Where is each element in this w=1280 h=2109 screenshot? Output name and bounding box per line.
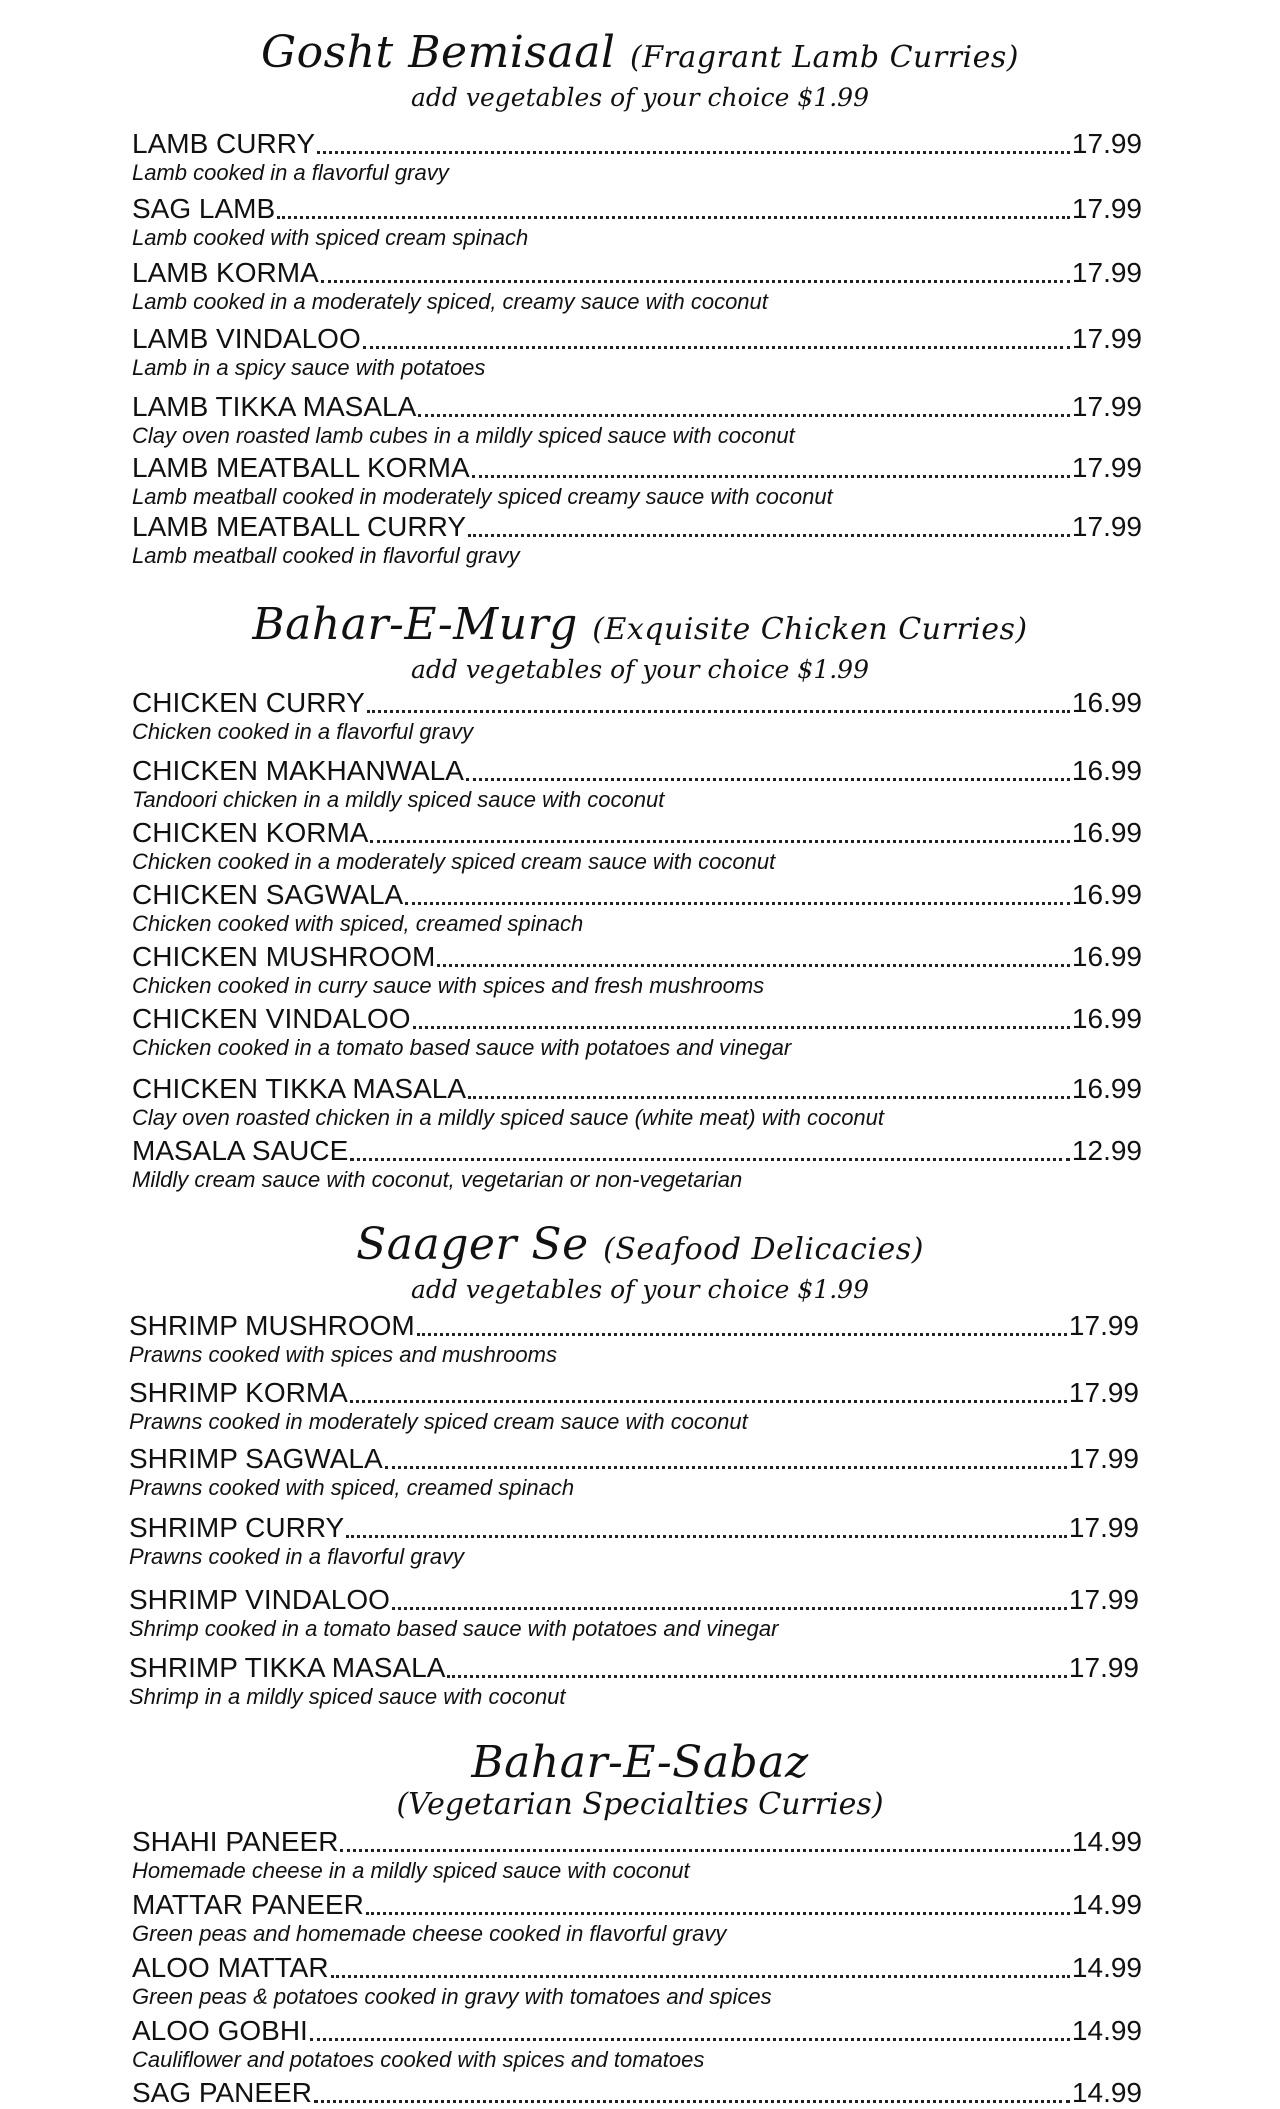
item-name: MASALA SAUCE [132, 1135, 349, 1166]
item-description: Lamb in a spicy sauce with potatoes [132, 355, 486, 380]
item-description: Lamb meatball cooked in moderately spiced creamy sauce with coconut [132, 484, 833, 509]
item-description: Lamb meatball cooked in flavorful gravy [132, 543, 520, 568]
item-description: Chicken cooked with spiced, creamed spinach [132, 911, 584, 936]
item-description: Chicken cooked in a moderately spiced cream sauce with coconut [132, 849, 776, 874]
dot-leader [317, 151, 1070, 154]
menu-item-aloo-mattar [132, 1952, 1142, 2010]
section-note: add vegetables of your choice $1.99 [411, 655, 869, 684]
item-price: 17.99 [1068, 1443, 1139, 1474]
dot-leader [418, 414, 1070, 417]
dot-leader [346, 1535, 1067, 1538]
dot-leader [466, 778, 1070, 781]
menu-item-chicken-tikka-masala [132, 1073, 1142, 1131]
dot-leader [363, 346, 1070, 349]
section-title [0, 1220, 1280, 1275]
menu-item-shahi-paneer [132, 1826, 1142, 1884]
item-name: SHRIMP SAGWALA [129, 1443, 383, 1474]
item-name: CHICKEN TIKKA MASALA [132, 1073, 467, 1104]
item-description: Shrimp in a mildly spiced sauce with coconut [129, 1684, 566, 1709]
section-note: add vegetables of your choice $1.99 [411, 83, 869, 112]
item-description: Chicken cooked in curry sauce with spices and fresh mushrooms [132, 973, 765, 998]
item-description: Green peas and homemade cheese cooked in flavorful gravy [132, 1921, 727, 1946]
menu-item-shrimp-tikka-masala [129, 1652, 1139, 1710]
dot-leader [367, 710, 1070, 713]
item-name: LAMB MEATBALL CURRY [132, 511, 467, 542]
item-name: LAMB VINDALOO [132, 323, 361, 354]
item-description: Lamb cooked in a moderately spiced, creamy sauce with coconut [132, 289, 768, 314]
section-note: add vegetables of your choice $1.99 [411, 1275, 869, 1304]
item-description: Prawns cooked with spiced, creamed spinach [129, 1475, 575, 1500]
menu-item-lamb-curry [132, 128, 1142, 186]
menu-item-chicken-sagwala [132, 879, 1142, 937]
item-name: LAMB CURRY [132, 128, 316, 159]
dot-leader [392, 1607, 1067, 1610]
dot-leader [321, 280, 1070, 283]
menu-item-aloo-gobhi [132, 2015, 1142, 2073]
section-header-seafood [0, 1220, 1280, 1305]
item-price: 16.99 [1071, 941, 1142, 972]
menu-item-lamb-meatball-korma [132, 452, 1142, 510]
item-price: 14.99 [1071, 1826, 1142, 1857]
item-price: 17.99 [1071, 511, 1142, 542]
item-price: 17.99 [1071, 257, 1142, 288]
item-description: Homemade cheese in a mildly spiced sauce with coconut [132, 1858, 690, 1883]
item-name: LAMB MEATBALL KORMA [132, 452, 470, 483]
item-name: SHRIMP MUSHROOM [129, 1310, 415, 1341]
item-description: Prawns cooked in moderately spiced cream sauce with coconut [129, 1409, 748, 1434]
menu-item-lamb-tikka-masala [132, 391, 1142, 449]
item-description: Clay oven roasted chicken in a mildly spiced sauce (white meat) with coconut [132, 1105, 885, 1130]
menu-item-shrimp-korma [129, 1377, 1139, 1435]
item-price: 16.99 [1071, 687, 1142, 718]
section-title-text: Bahar-E-Murg [252, 599, 578, 650]
item-price: 12.99 [1071, 1135, 1142, 1166]
menu-item-masala-sauce [132, 1135, 1142, 1193]
item-description: Prawns cooked with spices and mushrooms [129, 1342, 557, 1367]
menu-item-chicken-vindaloo [132, 1003, 1142, 1061]
item-price: 17.99 [1068, 1377, 1139, 1408]
section-title [0, 1738, 1280, 1788]
dot-leader [310, 2038, 1070, 2041]
item-name: SAG PANEER [132, 2077, 312, 2108]
section-subtitle: (Fragrant Lamb Curries) [630, 40, 1019, 75]
item-price: 17.99 [1068, 1584, 1139, 1615]
item-name: SHAHI PANEER [132, 1826, 339, 1857]
dot-leader [472, 475, 1070, 478]
item-description: Mildly cream sauce with coconut, vegetarian or non-vegetarian [132, 1167, 743, 1192]
dot-leader [468, 534, 1070, 537]
item-description: Prawns cooked in a flavorful gravy [129, 1544, 465, 1569]
item-price: 16.99 [1071, 755, 1142, 786]
dot-leader [468, 1096, 1070, 1099]
menu-item-sag-lamb [132, 193, 1142, 251]
dot-leader [350, 1158, 1070, 1161]
dot-leader [340, 1849, 1070, 1852]
dot-leader [277, 216, 1070, 219]
dot-leader [350, 1400, 1067, 1403]
menu-item-chicken-curry [132, 687, 1142, 745]
item-name: MATTAR PANEER [132, 1889, 364, 1920]
item-name: CHICKEN SAGWALA [132, 879, 404, 910]
item-description: Green peas & potatoes cooked in gravy with tomatoes and spices [132, 1984, 772, 2009]
item-price: 17.99 [1071, 193, 1142, 224]
section-title-text: Gosht Bemisaal [260, 27, 616, 78]
dot-leader [385, 1466, 1067, 1469]
item-name: LAMB KORMA [132, 257, 319, 288]
item-name: CHICKEN MUSHROOM [132, 941, 436, 972]
item-description: Chicken cooked in a tomato based sauce with potatoes and vinegar [132, 1035, 792, 1060]
menu-item-shrimp-mushroom [129, 1310, 1139, 1368]
item-price: 17.99 [1071, 128, 1142, 159]
item-name: ALOO GOBHI [132, 2015, 308, 2046]
dot-leader [413, 1026, 1070, 1029]
item-name: CHICKEN VINDALOO [132, 1003, 411, 1034]
section-title [0, 600, 1280, 655]
item-name: CHICKEN CURRY [132, 687, 365, 718]
item-price: 16.99 [1071, 879, 1142, 910]
item-price: 16.99 [1071, 817, 1142, 848]
dot-leader [370, 840, 1069, 843]
item-price: 14.99 [1071, 1952, 1142, 1983]
item-description: Shrimp cooked in a tomato based sauce with potatoes and vinegar [129, 1616, 779, 1641]
section-header-vegetarian [0, 1738, 1280, 1822]
dot-leader [366, 1912, 1070, 1915]
item-price: 16.99 [1071, 1073, 1142, 1104]
menu-item-sag-paneer [132, 2077, 1142, 2109]
item-description: Chicken cooked in a flavorful gravy [132, 719, 474, 744]
menu-item-shrimp-vindaloo [129, 1584, 1139, 1642]
item-name: LAMB TIKKA MASALA [132, 391, 417, 422]
menu-item-chicken-makhanwala [132, 755, 1142, 813]
dot-leader [437, 964, 1070, 967]
dot-leader [447, 1675, 1067, 1678]
section-header-chicken [0, 600, 1280, 685]
item-price: 14.99 [1071, 1889, 1142, 1920]
section-title [0, 28, 1280, 83]
item-price: 14.99 [1071, 2077, 1142, 2108]
item-price: 16.99 [1071, 1003, 1142, 1034]
section-subtitle: (Exquisite Chicken Curries) [592, 612, 1028, 647]
item-description: Lamb cooked in a flavorful gravy [132, 160, 449, 185]
dot-leader [331, 1975, 1070, 1978]
item-price: 17.99 [1071, 391, 1142, 422]
section-title-text: Bahar-E-Sabaz [471, 1737, 809, 1788]
section-subtitle: (Seafood Delicacies) [603, 1232, 924, 1267]
item-price: 17.99 [1071, 452, 1142, 483]
dot-leader [417, 1333, 1067, 1336]
item-name: SHRIMP CURRY [129, 1512, 345, 1543]
item-price: 17.99 [1068, 1310, 1139, 1341]
menu-item-lamb-korma [132, 257, 1142, 315]
menu-item-chicken-mushroom [132, 941, 1142, 999]
item-name: ALOO MATTAR [132, 1952, 329, 1983]
menu-item-shrimp-sagwala [129, 1443, 1139, 1501]
menu-item-lamb-vindaloo [132, 323, 1142, 381]
menu-item-chicken-korma [132, 817, 1142, 875]
menu-item-mattar-paneer [132, 1889, 1142, 1947]
item-price: 17.99 [1071, 323, 1142, 354]
menu-item-lamb-meatball-curry [132, 511, 1142, 569]
item-description: Tandoori chicken in a mildly spiced sauce with coconut [132, 787, 665, 812]
item-name: CHICKEN KORMA [132, 817, 369, 848]
section-note: (Vegetarian Specialties Curries) [396, 1787, 884, 1822]
menu-item-shrimp-curry [129, 1512, 1139, 1570]
item-price: 14.99 [1071, 2015, 1142, 2046]
item-name: SAG LAMB [132, 193, 276, 224]
section-header-lamb [0, 28, 1280, 113]
dot-leader [314, 2100, 1070, 2103]
item-price: 17.99 [1068, 1512, 1139, 1543]
item-description: Cauliflower and potatoes cooked with spices and tomatoes [132, 2047, 705, 2072]
item-name: CHICKEN MAKHANWALA [132, 755, 464, 786]
item-description: Clay oven roasted lamb cubes in a mildly spiced sauce with coconut [132, 423, 795, 448]
section-title-text: Saager Se [356, 1219, 589, 1270]
dot-leader [405, 902, 1070, 905]
item-name: SHRIMP VINDALOO [129, 1584, 390, 1615]
item-name: SHRIMP TIKKA MASALA [129, 1652, 446, 1683]
item-price: 17.99 [1068, 1652, 1139, 1683]
item-name: SHRIMP KORMA [129, 1377, 348, 1408]
item-description: Lamb cooked with spiced cream spinach [132, 225, 529, 250]
